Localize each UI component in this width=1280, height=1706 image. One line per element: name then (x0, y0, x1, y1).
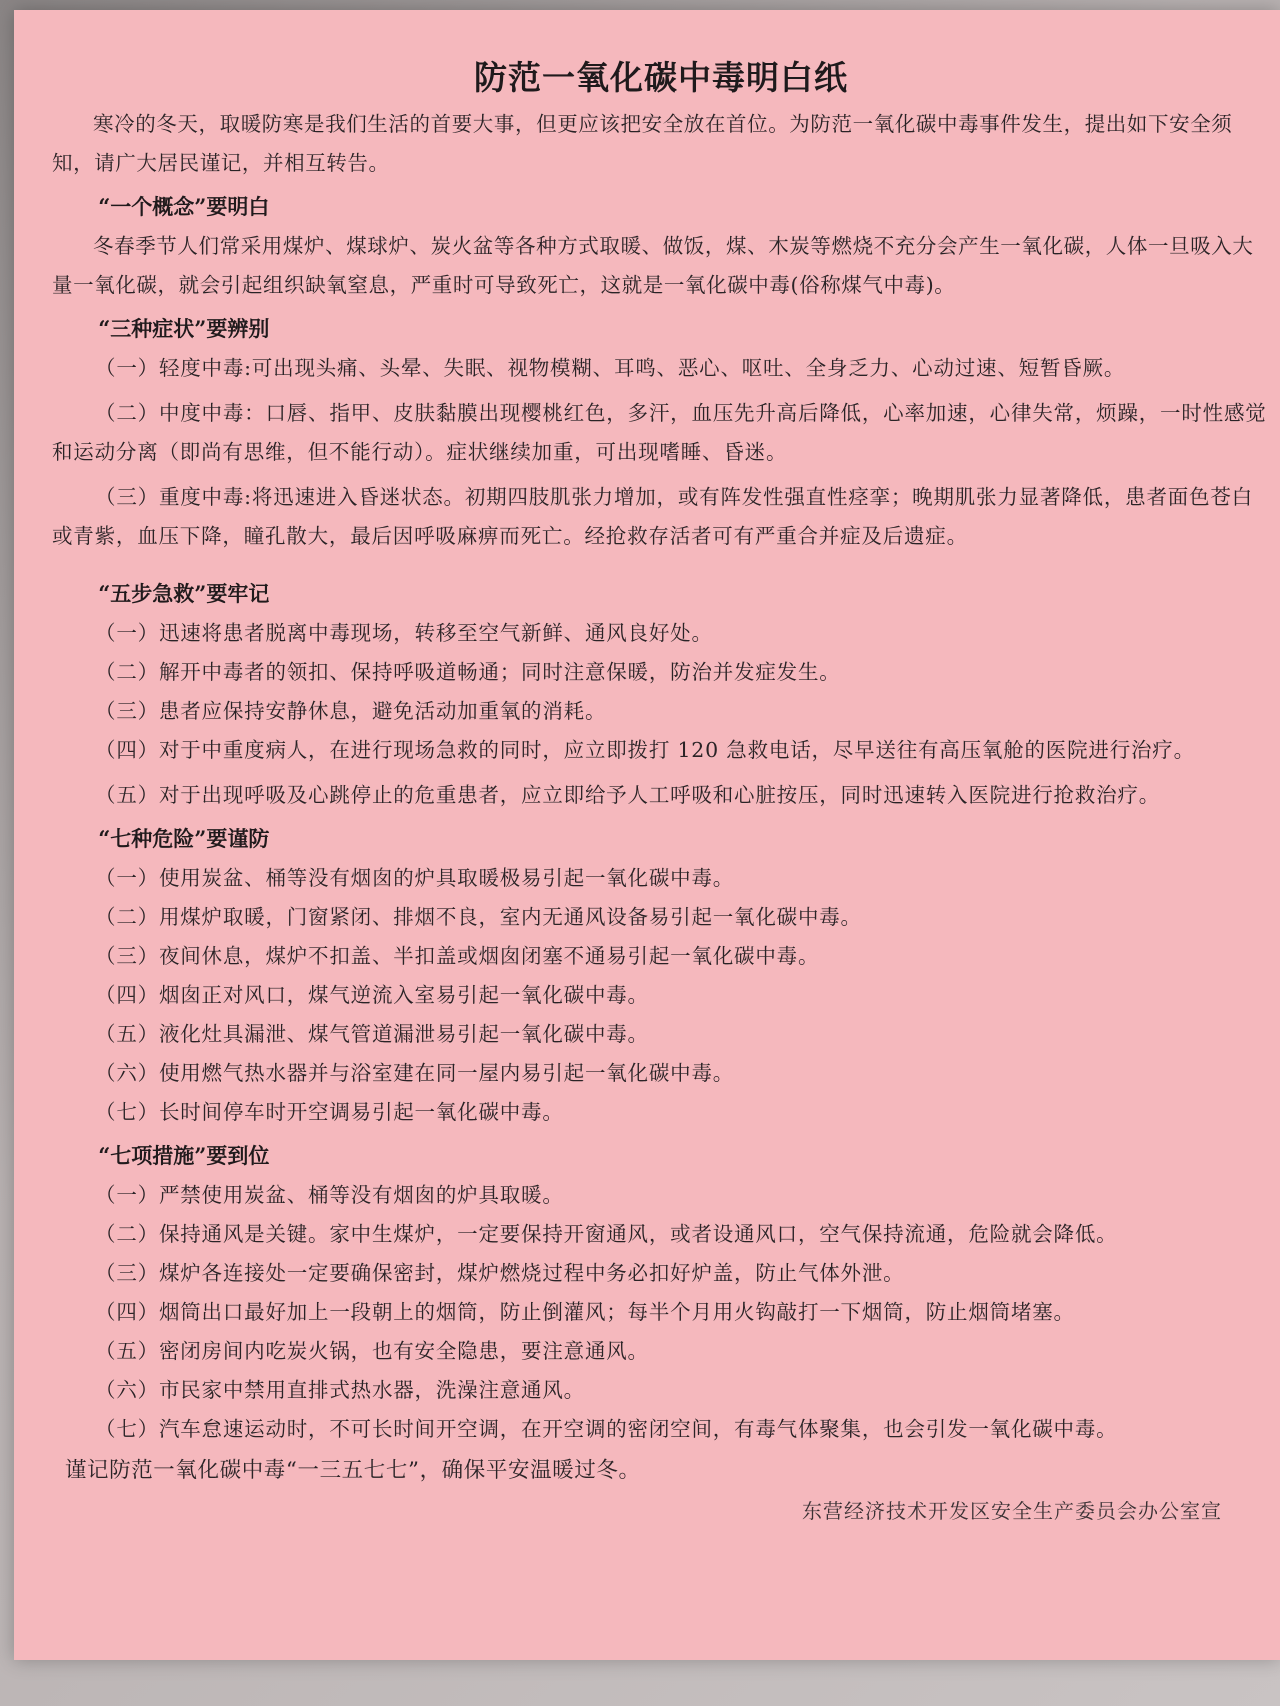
symptom-item: （二）中度中毒：口唇、指甲、皮肤黏膜出现樱桃红色，多汗，血压先升高后降低，心率加速，心律失常，烦躁，一时性感觉和运动分离（即尚有思维，但不能行动）。症状继续加重，可出现嗜睡、昏迷。 (52, 401, 1267, 464)
concept-paragraph: 冬春季节人们常采用煤炉、煤球炉、炭火盆等各种方式取暖、做饭，煤、木炭等燃烧不充分会产生一氧化碳，人体一旦吸入大量一氧化碳，就会引起组织缺氧窒息，严重时可导致死亡，这就是一氧化碳中毒(俗称煤气中毒)。 (52, 234, 1254, 297)
leaflet-content (52, 40, 1270, 1529)
danger-item: （二）用煤炉取暖，门窗紧闭、排烟不良，室内无通风设备易引起一氧化碳中毒。 (95, 905, 862, 929)
section-heading-first-aid: “五步急救”要牢记 (98, 581, 270, 606)
symptom-item: （一）轻度中毒:可出现头痛、头晕、失眠、视物模糊、耳鸣、恶心、呕吐、全身乏力、心动过速、短暂昏厥。 (95, 356, 1126, 380)
section-heading-concept: “一个概念”要明白 (98, 194, 270, 219)
first-aid-item: （一）迅速将患者脱离中毒现场，转移至空气新鲜、通风良好处。 (95, 621, 713, 645)
measure-item: （六）市民家中禁用直排式热水器，洗澡注意通风。 (95, 1378, 585, 1402)
measure-item: （四）烟筒出口最好加上一段朝上的烟筒，防止倒灌风；每半个月用火钩敲打一下烟筒，防止烟筒堵塞。 (95, 1300, 1075, 1324)
measure-item: （一）严禁使用炭盆、桶等没有烟囱的炉具取暖。 (95, 1183, 564, 1207)
section-heading-measures: “七项措施”要到位 (98, 1143, 270, 1168)
pink-leaflet (14, 10, 1280, 1660)
measure-item: （七）汽车怠速运动时，不可长时间开空调，在开空调的密闭空间，有毒气体聚集，也会引发一氧化碳中毒。 (95, 1417, 1118, 1441)
first-aid-item: （四）对于中重度病人，在进行现场急救的同时，应立即拨打 120 急救电话，尽早送往有高压氧舱的医院进行治疗。 (95, 738, 1195, 762)
intro-paragraph: 寒冷的冬天，取暖防寒是我们生活的首要大事，但更应该把安全放在首位。为防范一氧化碳中毒事件发生，提出如下安全须知，请广大居民谨记，并相互转告。 (52, 112, 1233, 175)
danger-item: （一）使用炭盆、桶等没有烟囱的炉具取暖极易引起一氧化碳中毒。 (95, 866, 735, 890)
page-title: 防范一氧化碳中毒明白纸 (474, 58, 848, 97)
closing-line: 谨记防范一氧化碳中毒“一三五七七”，确保平安温暖过冬。 (64, 1458, 641, 1483)
first-aid-item: （三）患者应保持安静休息，避免活动加重氧的消耗。 (95, 699, 607, 723)
first-aid-item: （五）对于出现呼吸及心跳停止的危重患者，应立即给予人工呼吸和心脏按压，同时迅速转入医院进行抢救治疗。 (95, 783, 1161, 807)
symptom-item: （三）重度中毒:将迅速进入昏迷状态。初期四肢肌张力增加，或有阵发性强直性痉挛；晚期肌张力显著降低，患者面色苍白或青紫，血压下降，瞳孔散大，最后因呼吸麻痹而死亡。经抢救存活者可有严重合并症及后遗症。 (52, 485, 1253, 548)
measure-item: （五）密闭房间内吃炭火锅，也有安全隐患，要注意通风。 (95, 1339, 649, 1363)
danger-item: （六）使用燃气热水器并与浴室建在同一屋内易引起一氧化碳中毒。 (95, 1061, 735, 1085)
danger-item: （四）烟囱正对风口，煤气逆流入室易引起一氧化碳中毒。 (95, 983, 649, 1007)
danger-item: （五）液化灶具漏泄、煤气管道漏泄易引起一氧化碳中毒。 (95, 1022, 649, 1046)
danger-item: （七）长时间停车时开空调易引起一氧化碳中毒。 (95, 1100, 564, 1124)
section-heading-symptoms: “三种症状”要辨别 (98, 316, 270, 341)
first-aid-item: （二）解开中毒者的领扣、保持呼吸道畅通；同时注意保暖，防治并发症发生。 (95, 660, 841, 684)
danger-item: （三）夜间休息，煤炉不扣盖、半扣盖或烟囱闭塞不通易引起一氧化碳中毒。 (95, 944, 820, 968)
measure-item: （三）煤炉各连接处一定要确保密封，煤炉燃烧过程中务必扣好炉盖，防止气体外泄。 (95, 1261, 905, 1285)
issuer-signature: 东营经济技术开发区安全生产委员会办公室宣 (802, 1499, 1222, 1523)
section-heading-dangers: “七种危险”要谨防 (98, 826, 270, 851)
measure-item: （二）保持通风是关键。家中生煤炉，一定要保持开窗通风，或者设通风口，空气保持流通，危险就会降低。 (95, 1222, 1118, 1246)
